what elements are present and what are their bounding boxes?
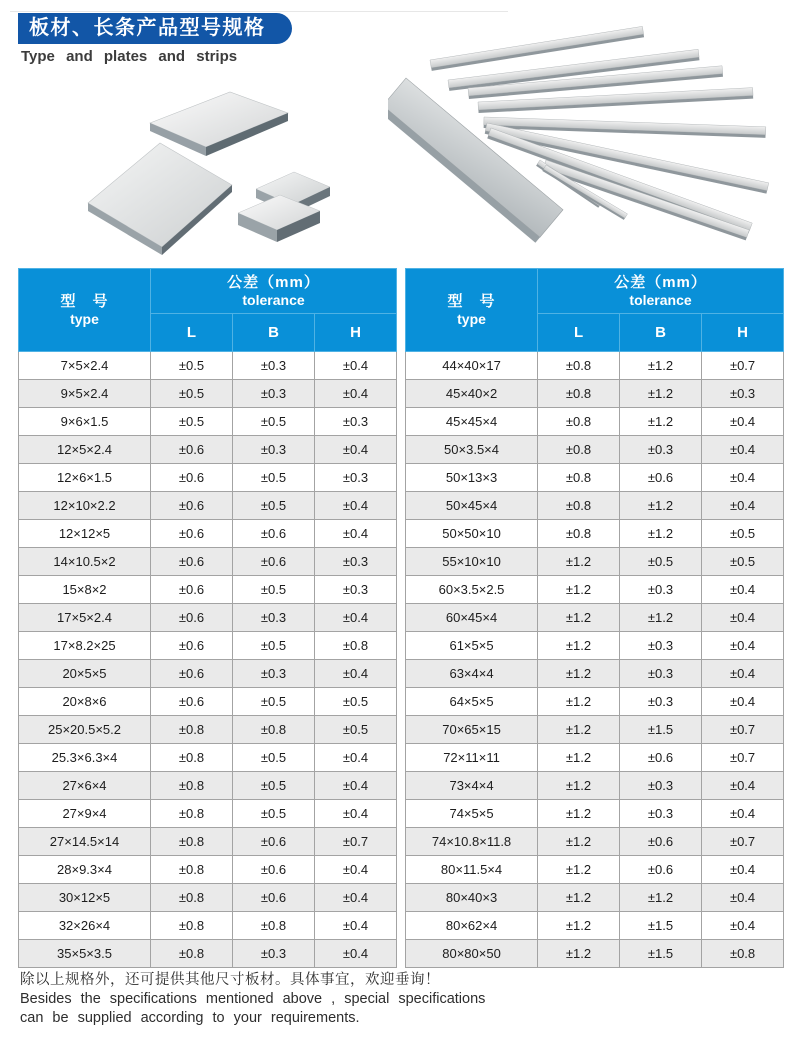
- tolerance-cell: ±0.6: [151, 604, 233, 632]
- tolerance-cell: ±0.5: [315, 716, 397, 744]
- tolerance-cell: ±0.7: [702, 828, 784, 856]
- tolerance-cell: ±0.4: [315, 660, 397, 688]
- table-row: [19, 884, 397, 912]
- tolerance-cell: ±0.3: [620, 772, 702, 800]
- spec-table-right-body: [406, 352, 784, 968]
- type-cell: 45×40×2: [406, 380, 538, 408]
- tolerance-cell: ±0.3: [233, 940, 315, 968]
- table-row: [406, 940, 784, 968]
- footer-note-en-1: Besides the specifications mentioned above , special specifications: [20, 991, 486, 1007]
- type-cell: 74×10.8×11.8: [406, 828, 538, 856]
- tolerance-cell: ±0.8: [538, 436, 620, 464]
- tolerance-cell: ±0.6: [151, 436, 233, 464]
- tolerance-cell: ±0.6: [151, 660, 233, 688]
- tolerance-cell: ±0.6: [233, 520, 315, 548]
- tolerance-cell: ±1.2: [538, 940, 620, 968]
- tolerance-cell: ±0.3: [702, 380, 784, 408]
- tolerance-cell: ±0.8: [538, 464, 620, 492]
- tolerance-cell: ±0.8: [233, 912, 315, 940]
- tolerance-cell: ±0.5: [702, 548, 784, 576]
- tolerance-cell: ±1.2: [538, 772, 620, 800]
- tolerance-cell: ±0.5: [151, 408, 233, 436]
- type-cell: 55×10×10: [406, 548, 538, 576]
- tolerance-cell: ±0.5: [702, 520, 784, 548]
- tolerance-cell: ±0.5: [233, 800, 315, 828]
- tolerance-cell: ±1.2: [538, 856, 620, 884]
- tolerance-cell: ±0.4: [702, 660, 784, 688]
- tolerance-cell: ±0.4: [315, 772, 397, 800]
- tolerance-cell: ±0.6: [233, 548, 315, 576]
- table-row: [19, 828, 397, 856]
- tolerance-cell: ±0.8: [315, 632, 397, 660]
- tolerance-cell: ±1.2: [538, 688, 620, 716]
- type-cell: 60×45×4: [406, 604, 538, 632]
- tolerance-cell: ±0.8: [233, 716, 315, 744]
- tolerance-cell: ±0.3: [620, 660, 702, 688]
- header-col-h: H: [315, 314, 397, 352]
- header-type-en: type: [457, 311, 486, 327]
- table-row: [406, 436, 784, 464]
- tolerance-cell: ±0.7: [315, 828, 397, 856]
- header-tolerance-en: tolerance: [242, 292, 305, 308]
- tolerance-cell: ±0.4: [315, 884, 397, 912]
- type-cell: 12×12×5: [19, 520, 151, 548]
- table-row: [19, 408, 397, 436]
- table-row: [19, 604, 397, 632]
- tolerance-cell: ±1.5: [620, 940, 702, 968]
- type-cell: 73×4×4: [406, 772, 538, 800]
- tolerance-cell: ±0.3: [620, 800, 702, 828]
- tolerance-cell: ±0.4: [315, 352, 397, 380]
- tolerance-cell: ±0.3: [233, 436, 315, 464]
- table-row: [406, 492, 784, 520]
- header-tolerance: [151, 269, 397, 314]
- tolerance-cell: ±1.2: [538, 744, 620, 772]
- tolerance-cell: ±0.5: [315, 688, 397, 716]
- tolerance-cell: ±0.6: [151, 632, 233, 660]
- type-cell: 44×40×17: [406, 352, 538, 380]
- spec-table-left-body: [19, 352, 397, 968]
- type-cell: 25×20.5×5.2: [19, 716, 151, 744]
- tolerance-cell: ±0.8: [151, 856, 233, 884]
- type-cell: 27×6×4: [19, 772, 151, 800]
- tolerance-cell: ±0.6: [151, 492, 233, 520]
- table-row: [406, 604, 784, 632]
- tolerance-cell: ±1.2: [538, 800, 620, 828]
- header-col-b: B: [233, 314, 315, 352]
- table-row: [19, 380, 397, 408]
- tolerance-cell: ±0.4: [315, 856, 397, 884]
- type-cell: 64×5×5: [406, 688, 538, 716]
- type-cell: 20×5×5: [19, 660, 151, 688]
- footer-note-cn: 除以上规格外，还可提供其他尺寸板材。具体事宜，欢迎垂询！: [20, 972, 440, 988]
- plate-large-square: [88, 143, 232, 255]
- tolerance-cell: ±0.4: [702, 632, 784, 660]
- header-tolerance-en: tolerance: [629, 292, 692, 308]
- page-subtitle: Type and plates and strips: [21, 48, 238, 65]
- tolerance-cell: ±0.8: [151, 884, 233, 912]
- header-col-b: B: [620, 314, 702, 352]
- tolerance-cell: ±0.4: [702, 576, 784, 604]
- header-type-en: type: [70, 311, 99, 327]
- table-row: [19, 744, 397, 772]
- table-row: [406, 576, 784, 604]
- tolerance-cell: ±0.8: [538, 380, 620, 408]
- tolerance-cell: ±1.2: [538, 548, 620, 576]
- page-title: 板材、长条产品型号规格: [29, 17, 266, 39]
- tolerance-cell: ±0.4: [315, 380, 397, 408]
- type-cell: 32×26×4: [19, 912, 151, 940]
- spec-tables: [18, 268, 784, 968]
- table-row: [406, 716, 784, 744]
- tolerance-cell: ±0.5: [233, 632, 315, 660]
- table-row: [406, 548, 784, 576]
- type-cell: 80×11.5×4: [406, 856, 538, 884]
- tolerance-cell: ±0.6: [233, 884, 315, 912]
- table-row: [19, 436, 397, 464]
- tolerance-cell: ±0.8: [151, 912, 233, 940]
- tolerance-cell: ±0.4: [315, 520, 397, 548]
- header-col-h: H: [702, 314, 784, 352]
- type-cell: 27×9×4: [19, 800, 151, 828]
- type-cell: 61×5×5: [406, 632, 538, 660]
- table-row: [19, 800, 397, 828]
- type-cell: 50×13×3: [406, 464, 538, 492]
- tolerance-cell: ±0.3: [620, 688, 702, 716]
- table-row: [19, 912, 397, 940]
- tolerance-cell: ±0.4: [702, 800, 784, 828]
- tolerance-cell: ±0.8: [538, 492, 620, 520]
- spec-table-right: [405, 268, 784, 968]
- type-cell: 80×40×3: [406, 884, 538, 912]
- table-row: [406, 632, 784, 660]
- tolerance-cell: ±0.5: [233, 492, 315, 520]
- tolerance-cell: ±0.4: [702, 408, 784, 436]
- strips-photo: [388, 18, 798, 263]
- type-cell: 63×4×4: [406, 660, 538, 688]
- tolerance-cell: ±0.6: [151, 576, 233, 604]
- tolerance-cell: ±0.4: [702, 436, 784, 464]
- type-cell: 30×12×5: [19, 884, 151, 912]
- table-row: [406, 800, 784, 828]
- table-row: [19, 772, 397, 800]
- tolerance-cell: ±0.7: [702, 716, 784, 744]
- tolerance-cell: ±0.3: [315, 408, 397, 436]
- tolerance-cell: ±1.2: [538, 912, 620, 940]
- type-cell: 17×8.2×25: [19, 632, 151, 660]
- type-cell: 50×50×10: [406, 520, 538, 548]
- type-cell: 45×45×4: [406, 408, 538, 436]
- tolerance-cell: ±1.2: [538, 716, 620, 744]
- tolerance-cell: ±0.8: [151, 940, 233, 968]
- tolerance-cell: ±0.5: [151, 352, 233, 380]
- tolerance-cell: ±0.6: [233, 828, 315, 856]
- type-cell: 20×8×6: [19, 688, 151, 716]
- type-cell: 7×5×2.4: [19, 352, 151, 380]
- table-row: [406, 772, 784, 800]
- tolerance-cell: ±0.8: [538, 520, 620, 548]
- type-cell: 12×6×1.5: [19, 464, 151, 492]
- tolerance-cell: ±0.4: [702, 688, 784, 716]
- tolerance-cell: ±1.2: [538, 632, 620, 660]
- table-row: [406, 744, 784, 772]
- tolerance-cell: ±0.4: [702, 772, 784, 800]
- tolerance-cell: ±0.5: [233, 688, 315, 716]
- tolerance-cell: ±1.5: [620, 912, 702, 940]
- tolerance-cell: ±0.5: [233, 744, 315, 772]
- tolerance-cell: ±1.5: [620, 716, 702, 744]
- tolerance-cell: ±1.2: [620, 604, 702, 632]
- tolerance-cell: ±0.5: [233, 772, 315, 800]
- table-row: [406, 688, 784, 716]
- tolerance-cell: ±0.5: [620, 548, 702, 576]
- tolerance-cell: ±0.5: [233, 408, 315, 436]
- tolerance-cell: ±0.4: [702, 856, 784, 884]
- table-row: [19, 632, 397, 660]
- tolerance-cell: ±0.4: [315, 492, 397, 520]
- table-row: [406, 464, 784, 492]
- tolerance-cell: ±0.5: [233, 576, 315, 604]
- table-row: [19, 856, 397, 884]
- tolerance-cell: ±0.8: [702, 940, 784, 968]
- type-cell: 14×10.5×2: [19, 548, 151, 576]
- type-cell: 28×9.3×4: [19, 856, 151, 884]
- tolerance-cell: ±0.4: [315, 436, 397, 464]
- tolerance-cell: ±0.4: [702, 912, 784, 940]
- table-row: [19, 660, 397, 688]
- type-cell: 72×11×11: [406, 744, 538, 772]
- tolerance-cell: ±0.4: [702, 604, 784, 632]
- page-title-banner: [18, 13, 292, 44]
- tolerance-cell: ±1.2: [620, 380, 702, 408]
- tolerance-cell: ±0.8: [151, 828, 233, 856]
- plates-photo: [60, 85, 380, 265]
- tolerance-cell: ±0.4: [315, 940, 397, 968]
- table-row: [406, 660, 784, 688]
- table-row: [19, 688, 397, 716]
- tolerance-cell: ±0.8: [151, 772, 233, 800]
- type-cell: 12×5×2.4: [19, 436, 151, 464]
- type-cell: 17×5×2.4: [19, 604, 151, 632]
- tolerance-cell: ±0.3: [315, 548, 397, 576]
- tolerance-cell: ±0.3: [233, 660, 315, 688]
- tolerance-cell: ±0.4: [315, 912, 397, 940]
- tolerance-cell: ±0.6: [620, 464, 702, 492]
- table-row: [406, 856, 784, 884]
- tolerance-cell: ±0.6: [620, 828, 702, 856]
- tolerance-cell: ±0.6: [151, 464, 233, 492]
- tolerance-cell: ±1.2: [620, 408, 702, 436]
- table-row: [19, 576, 397, 604]
- tolerance-cell: ±0.8: [151, 744, 233, 772]
- table-row: [406, 380, 784, 408]
- footer-note: [20, 971, 485, 1028]
- tolerance-cell: ±0.6: [151, 548, 233, 576]
- tolerance-cell: ±1.2: [620, 352, 702, 380]
- type-cell: 70×65×15: [406, 716, 538, 744]
- tolerance-cell: ±0.6: [620, 856, 702, 884]
- tolerance-cell: ±1.2: [538, 660, 620, 688]
- tolerance-cell: ±1.2: [620, 520, 702, 548]
- tolerance-cell: ±0.8: [538, 352, 620, 380]
- tolerance-cell: ±0.4: [315, 800, 397, 828]
- tolerance-cell: ±0.3: [233, 380, 315, 408]
- spec-table-left: [18, 268, 397, 968]
- table-row: [406, 884, 784, 912]
- tolerance-cell: ±1.2: [538, 576, 620, 604]
- tolerance-cell: ±0.4: [315, 744, 397, 772]
- header-type: [19, 269, 151, 352]
- tolerance-cell: ±0.4: [702, 492, 784, 520]
- tolerance-cell: ±0.3: [233, 604, 315, 632]
- tolerance-cell: ±1.2: [538, 604, 620, 632]
- header-type-cn: 型 号: [447, 293, 496, 310]
- tolerance-cell: ±0.4: [702, 884, 784, 912]
- tolerance-cell: ±0.8: [538, 408, 620, 436]
- header-tolerance-cn: 公差（mm）: [614, 274, 707, 291]
- tolerance-cell: ±1.2: [620, 492, 702, 520]
- tolerance-cell: ±0.6: [233, 856, 315, 884]
- table-row: [19, 464, 397, 492]
- plate-large-rect: [150, 92, 288, 156]
- header-tolerance: [538, 269, 784, 314]
- header-col-l: L: [538, 314, 620, 352]
- tolerance-cell: ±0.3: [315, 576, 397, 604]
- tolerance-cell: ±0.3: [620, 576, 702, 604]
- top-divider: [10, 11, 508, 12]
- tolerance-cell: ±0.8: [151, 716, 233, 744]
- table-row: [19, 352, 397, 380]
- tolerance-cell: ±0.7: [702, 744, 784, 772]
- table-row: [406, 352, 784, 380]
- tolerance-cell: ±1.2: [538, 884, 620, 912]
- tolerance-cell: ±0.6: [151, 688, 233, 716]
- tolerance-cell: ±0.6: [151, 520, 233, 548]
- type-cell: 27×14.5×14: [19, 828, 151, 856]
- type-cell: 60×3.5×2.5: [406, 576, 538, 604]
- type-cell: 9×6×1.5: [19, 408, 151, 436]
- tolerance-cell: ±0.3: [233, 352, 315, 380]
- table-row: [406, 828, 784, 856]
- tolerance-cell: ±1.2: [620, 884, 702, 912]
- tolerance-cell: ±1.2: [538, 828, 620, 856]
- type-cell: 35×5×3.5: [19, 940, 151, 968]
- type-cell: 74×5×5: [406, 800, 538, 828]
- tolerance-cell: ±0.3: [620, 632, 702, 660]
- tolerance-cell: ±0.4: [702, 464, 784, 492]
- tolerance-cell: ±0.5: [151, 380, 233, 408]
- table-row: [406, 912, 784, 940]
- type-cell: 50×3.5×4: [406, 436, 538, 464]
- tolerance-cell: ±0.5: [233, 464, 315, 492]
- table-row: [19, 520, 397, 548]
- type-cell: 12×10×2.2: [19, 492, 151, 520]
- table-row: [19, 548, 397, 576]
- header-col-l: L: [151, 314, 233, 352]
- tolerance-cell: ±0.3: [315, 464, 397, 492]
- header-type: [406, 269, 538, 352]
- footer-note-en-2: can be supplied according to your requirements.: [20, 1010, 360, 1026]
- header-type-cn: 型 号: [60, 293, 109, 310]
- table-row: [19, 492, 397, 520]
- type-cell: 15×8×2: [19, 576, 151, 604]
- table-row: [406, 408, 784, 436]
- type-cell: 80×62×4: [406, 912, 538, 940]
- table-row: [19, 940, 397, 968]
- tolerance-cell: ±0.6: [620, 744, 702, 772]
- type-cell: 80×80×50: [406, 940, 538, 968]
- table-row: [19, 716, 397, 744]
- table-row: [406, 520, 784, 548]
- type-cell: 25.3×6.3×4: [19, 744, 151, 772]
- tolerance-cell: ±0.7: [702, 352, 784, 380]
- tolerance-cell: ±0.4: [315, 604, 397, 632]
- tolerance-cell: ±0.8: [151, 800, 233, 828]
- type-cell: 50×45×4: [406, 492, 538, 520]
- type-cell: 9×5×2.4: [19, 380, 151, 408]
- header-tolerance-cn: 公差（mm）: [227, 274, 320, 291]
- tolerance-cell: ±0.3: [620, 436, 702, 464]
